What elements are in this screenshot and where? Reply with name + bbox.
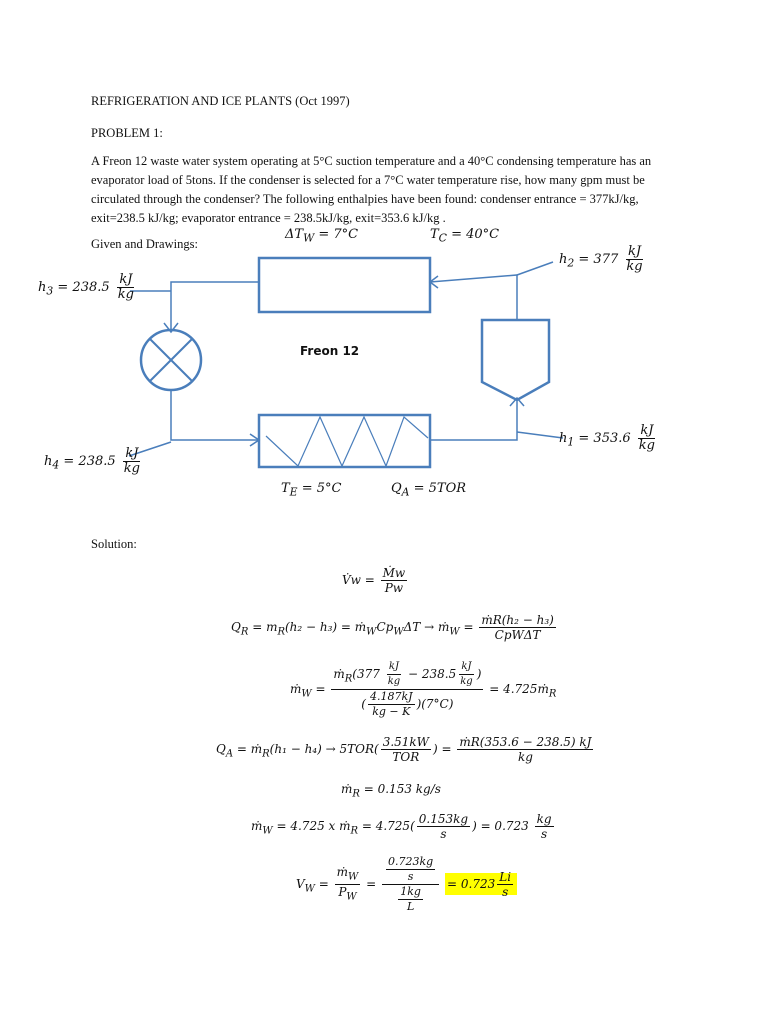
- unit-num: kJ: [627, 244, 642, 259]
- unit-fraction: [116, 273, 136, 302]
- eq-text: =: [314, 877, 329, 891]
- label-sub: E: [289, 485, 298, 499]
- eq-den: $P_W$: [338, 885, 357, 903]
- eq-num: kg: [536, 812, 552, 826]
- equation-7: $V_W$ = $\frac{ṁ_W}{P_W}$ = $\frac{\frac{0.723kg}{s}}{\frac{1kg}{L}}$ = 0.723 $\frac{Li}{s}$: [296, 855, 517, 914]
- label-value: = 7°C: [314, 227, 359, 242]
- qa-label: [391, 481, 466, 499]
- label-symbol: h: [44, 454, 53, 469]
- eq-text: = 4.725 x ṁ: [272, 819, 351, 833]
- eq-fraction: [457, 735, 593, 764]
- h1-label: [559, 424, 659, 453]
- label-value: = 5°C: [297, 481, 342, 496]
- label-symbol: h: [38, 280, 47, 295]
- unit-fraction: [122, 447, 142, 476]
- eq-text: = ṁ: [233, 742, 263, 756]
- unit-fraction: [637, 424, 657, 453]
- eq-fraction: [535, 812, 554, 841]
- label-symbol: Q: [391, 481, 402, 496]
- solution-label: Solution:: [91, 537, 137, 551]
- evaporator-coil: [266, 417, 428, 466]
- equation-4: $Q_A$ = ṁ$_R$(h₁ − h₄) → 5TOR( $\frac{3.51kW}{\text{TOR}}$ ) = $\frac{\text{ṁR(353.6 − 238.5) kJ}}{kg}$: [216, 735, 592, 764]
- eq-fraction: [497, 870, 513, 899]
- label-symbol: T: [281, 481, 290, 496]
- eq-num: 1kg: [400, 885, 421, 898]
- label-sub: 3: [46, 284, 54, 298]
- eq-text: = 0.153 kg/s: [359, 782, 441, 796]
- eq-num: ṁR(353.6 − 238.5) kJ: [459, 735, 592, 749]
- equation-1: [342, 566, 409, 595]
- label-sub: W: [303, 231, 315, 245]
- label-value: = 238.5: [53, 280, 110, 295]
- eq-text: = 0.723: [476, 819, 529, 833]
- unit-den: kg: [117, 287, 134, 302]
- unit-num: kJ: [459, 660, 473, 675]
- label-value: = 353.6: [574, 431, 631, 446]
- eq-text: Q: [231, 620, 241, 634]
- eq-text: =: [459, 620, 474, 634]
- eq-text: = 4.725ṁ: [489, 682, 549, 696]
- label-symbol: h: [559, 252, 568, 267]
- equation-2: $Q_R = m_R(h_2 - h_3)$ = $ṁ_WCp_W\Delta T$ → ṁ$_W$ = $\frac{\text{ṁR(h₂ − h₃)}}{\text{CpWΔT}}$: [231, 613, 554, 642]
- label-symbol: h: [559, 431, 568, 446]
- eq-den: kg: [517, 750, 533, 764]
- unit-num: kJ: [387, 660, 401, 675]
- eq-text: V: [296, 877, 305, 891]
- eq-text: P: [338, 885, 347, 899]
- delta-tw-label: [285, 227, 358, 245]
- unit-den: kg: [123, 461, 140, 476]
- eq-text: ṁ: [290, 682, 302, 696]
- eq-fraction: [417, 812, 470, 841]
- equation-5: ṁ$_R$ = 0.153 kg/s: [341, 782, 441, 800]
- eq-text: 377: [356, 667, 380, 681]
- eq-den: s: [502, 885, 509, 899]
- eq-text: − 238.5: [408, 667, 457, 681]
- problem-label: PROBLEM 1:: [91, 126, 163, 140]
- eq-text: = 0.723: [447, 877, 496, 891]
- h3-label: [38, 273, 138, 302]
- problem-line: A Freon 12 waste water system operating at 5°C suction temperature and a 40°C condensing temperature has an: [91, 154, 652, 168]
- eq-num: 3.51kW: [382, 735, 430, 749]
- h2-label: [559, 245, 647, 274]
- eq-text: )(7°C): [416, 697, 454, 711]
- highlighted-result: [445, 870, 517, 899]
- label-sub: 2: [567, 256, 575, 270]
- eq-text: Cp: [376, 620, 394, 634]
- eq-fraction: [381, 735, 431, 764]
- label-sub: C: [438, 231, 447, 245]
- eq-den: Pw: [384, 581, 404, 595]
- compressor: [482, 320, 549, 400]
- eq-den: s: [440, 827, 447, 841]
- label-value: = 5TOR: [409, 481, 467, 496]
- problem-text: [91, 152, 691, 228]
- condenser-box: [259, 258, 430, 312]
- eq-num: ṁ$_W$: [335, 865, 361, 885]
- unit-den: kg: [626, 259, 643, 274]
- eq-den: L: [406, 900, 415, 913]
- label-value: = 377: [574, 252, 619, 267]
- eq-text: ΔT → ṁ: [403, 620, 450, 634]
- unit-fraction: [624, 245, 644, 274]
- eq-text: Q: [216, 742, 226, 756]
- eq-fraction: [331, 660, 483, 719]
- eq-num: ṁ$_R$(377 $\frac{kJ}{kg}$ − 238.5 $\frac{kJ}{kg}$ ): [331, 660, 483, 690]
- eq-den: s: [407, 870, 414, 883]
- eq-num: 0.723kg: [388, 855, 434, 868]
- eq-num: [382, 855, 439, 885]
- eq-text: V̇w =: [342, 573, 379, 587]
- eq-den: TOR: [392, 750, 420, 764]
- eq-fraction: [479, 613, 556, 642]
- unit-num: kJ: [119, 272, 133, 287]
- unit-num: kJ: [640, 423, 654, 438]
- eq-text: ṁ: [333, 667, 345, 681]
- refrigerant-label: Freon 12: [300, 344, 360, 358]
- unit-den: kg: [638, 438, 655, 453]
- eq-fraction: [382, 855, 439, 914]
- equation-6: ṁ$_W$ = 4.725 x ṁ$_R$ = 4.725( $\frac{0.153kg}{s}$ ) = 0.723 $\frac{kg}{s}$: [251, 812, 552, 841]
- eq-text: ṁ: [251, 819, 263, 833]
- te-label: [281, 481, 341, 499]
- label-sub: A: [401, 485, 410, 499]
- eq-num: ṁR(h₂ − h₃): [481, 613, 554, 627]
- eq-text: (h₂ − h₃) = ṁ: [284, 620, 367, 634]
- equation-3: ṁ$_W$ = ṁ$_R$(377 $\frac{kJ}{kg}$ − 238.5 $\frac{kJ}{kg}$ ) ( $\frac{4.187kJ}{kg - K}$ )(7°C) = 4.725ṁ$_R$: [290, 661, 557, 718]
- eq-text: ṁ: [341, 782, 353, 796]
- unit-num: kJ: [125, 446, 139, 461]
- problem-line: circulated through the condenser? The following enthalpies have been found: condenser entrance = 377kJ/kg,: [91, 192, 639, 206]
- eq-den: [394, 885, 427, 914]
- eq-den: CpWΔT: [494, 628, 541, 642]
- eq-fraction: [381, 566, 408, 595]
- eq-num: 0.153kg: [418, 812, 469, 826]
- eq-num: 4.187kJ: [369, 690, 413, 703]
- eq-fraction: [335, 865, 361, 905]
- label-value: = 238.5: [59, 454, 116, 469]
- eq-text: ṁ: [336, 864, 349, 879]
- label-symbol: T: [430, 227, 439, 242]
- label-value: = 40°C: [446, 227, 500, 242]
- eq-den: s: [541, 827, 548, 841]
- eq-text: (h₁ − h₄) → 5TOR: [269, 742, 374, 756]
- eq-text: = m: [252, 620, 278, 634]
- label-sub: 1: [567, 435, 575, 449]
- unit-den: kg: [387, 676, 401, 687]
- problem-line: exit=238.5 kJ/kg; evaporator entrance = 238.5kJ/kg, exit=353.6 kJ/kg .: [91, 211, 446, 225]
- eq-num: Ṁw: [382, 566, 406, 580]
- h4-label: [44, 447, 144, 476]
- document-title: REFRIGERATION AND ICE PLANTS (Oct 1997): [91, 94, 350, 108]
- eq-den: kg − K: [372, 705, 411, 718]
- label-sub: 4: [52, 458, 60, 472]
- given-label: Given and Drawings:: [91, 237, 198, 251]
- eq-den: ( $\frac{4.187kJ}{kg - K}$ )(7°C): [361, 690, 454, 718]
- label-symbol: ΔT: [285, 227, 304, 242]
- eq-text: = 4.725: [358, 819, 411, 833]
- eq-num: Li: [499, 870, 512, 884]
- unit-den: kg: [460, 676, 473, 687]
- problem-line: evaporator load of 5tons. If the condenser is selected for a 7°C water temperature rise, how many gpm must be: [91, 173, 645, 187]
- tc-label: [430, 227, 499, 245]
